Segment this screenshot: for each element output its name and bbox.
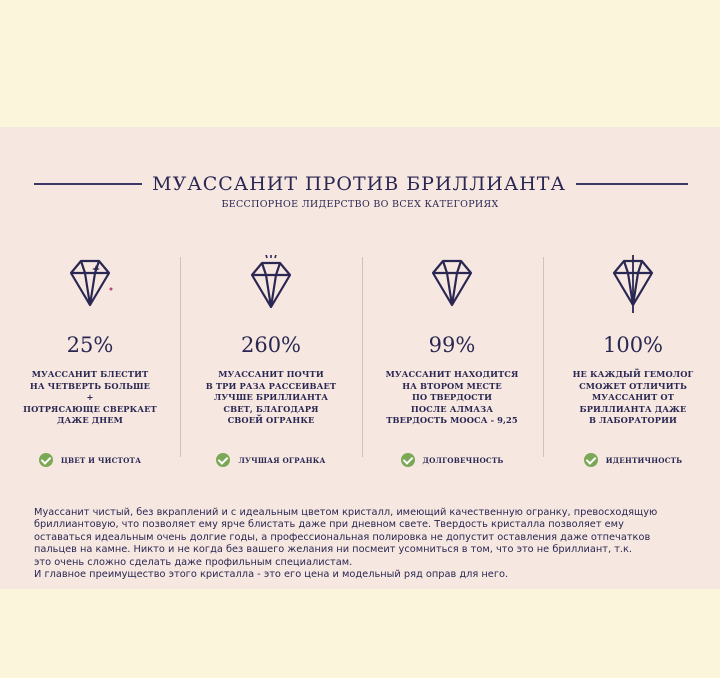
badge-label: ДОЛГОВЕЧНОСТЬ bbox=[422, 455, 504, 465]
feature-badge bbox=[191, 453, 351, 467]
feature-column-identity bbox=[553, 255, 713, 465]
feature-description: МУАССАНИТ БЛЕСТИТ НА ЧЕТВЕРТЬ БОЛЬШЕ + ПОТРЯСАЮЩЕ СВЕРКАЕТ ДАЖЕ ДНЕМ bbox=[23, 369, 157, 425]
feature-column-hardness bbox=[372, 255, 532, 465]
badge-label: ЛУЧШАЯ ОГРАНКА bbox=[238, 455, 326, 465]
feature-description: НЕ КАЖДЫЙ ГЕМОЛОГ СМОЖЕТ ОТЛИЧИТЬ МУАССАНИТ ОТ БРИЛЛИАНТА ДАЖЕ В ЛАБОРАТОРИИ bbox=[572, 369, 694, 425]
title-row bbox=[0, 169, 720, 199]
check-icon bbox=[216, 453, 230, 467]
diamond-icon bbox=[421, 255, 483, 317]
diamond-split-icon bbox=[602, 255, 664, 317]
check-icon bbox=[401, 453, 415, 467]
check-icon bbox=[584, 453, 598, 467]
infographic-card bbox=[0, 127, 720, 589]
column-divider bbox=[180, 257, 181, 457]
feature-percent: 100% bbox=[602, 333, 664, 357]
column-divider bbox=[543, 257, 544, 457]
title-rule-left bbox=[34, 183, 142, 185]
title-rule-right bbox=[576, 183, 688, 185]
badge-label: ИДЕНТИЧНОСТЬ bbox=[605, 455, 683, 465]
feature-percent: 260% bbox=[240, 333, 302, 357]
feature-description: МУАССАНИТ ПОЧТИ В ТРИ РАЗА РАССЕИВАЕТ ЛУЧШЕ БРИЛЛИАНТА СВЕТ, БЛАГОДАРЯ СВОЕЙ ОГРАНКЕ bbox=[205, 369, 337, 425]
description-paragraph: Муассанит чистый, без вкраплений и с идеальным цветом кристалл, имеющий качественную огранку, превосходящую бриллиантовую, что позволяет ему ярче блистать даже при дневном свете. Твердость кристалла позволяет ему оставаться идеальным очень долгие годы, а профессиональная полировка не допустит оставления даже отпечатков пальцев на камне. Никто и не когда без вашего желания ни посмеит усомниться в том, что это не бриллиант, т.к. это очень сложно сделать даже профильным специалистам. И главное преимущество этого кристалла - это его цена и модельный ряд оправ для него. bbox=[34, 507, 658, 581]
feature-column-dispersion bbox=[191, 255, 351, 465]
feature-percent: 99% bbox=[428, 333, 476, 357]
column-divider bbox=[362, 257, 363, 457]
diamond-sparkle-icon bbox=[59, 255, 121, 317]
check-icon bbox=[39, 453, 53, 467]
feature-column-brilliance bbox=[10, 255, 170, 465]
feature-badge bbox=[10, 453, 170, 467]
feature-badge bbox=[372, 453, 532, 467]
feature-description: МУАССАНИТ НАХОДИТСЯ НА ВТОРОМ МЕСТЕ ПО ТВЕРДОСТИ ПОСЛЕ АЛМАЗА ТВЕРДОСТЬ МООСА - 9,25 bbox=[385, 369, 519, 425]
diamond-shine-icon bbox=[240, 255, 302, 317]
feature-badge bbox=[553, 453, 713, 467]
badge-label: ЦВЕТ И ЧИСТОТА bbox=[60, 455, 142, 465]
page-title: МУАССАНИТ ПРОТИВ БРИЛЛИАНТА bbox=[152, 173, 566, 195]
feature-percent: 25% bbox=[66, 333, 114, 357]
page-subtitle: БЕССПОРНОЕ ЛИДЕРСТВО ВО ВСЕХ КАТЕГОРИЯХ bbox=[221, 199, 499, 210]
